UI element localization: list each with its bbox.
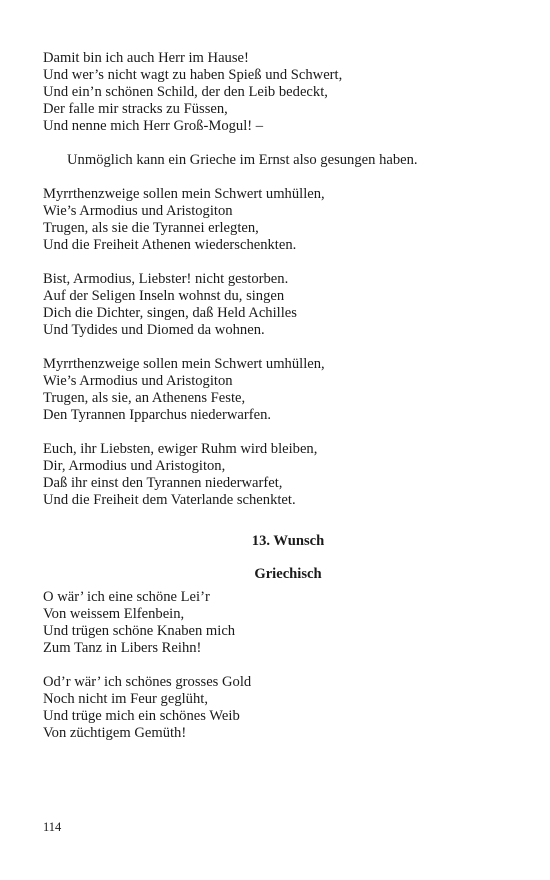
editorial-comment: Unmöglich kann ein Grieche im Ernst also gesungen haben. xyxy=(67,152,418,168)
stanza-7 xyxy=(43,674,513,742)
verse-line: Und trüge mich ein schönes Weib xyxy=(43,708,240,724)
verse-line: Damit bin ich auch Herr im Hause! xyxy=(43,50,249,66)
verse-line: Wie’s Armodius und Aristogiton xyxy=(43,203,233,219)
verse-line: Den Tyrannen Ipparchus niederwarfen. xyxy=(43,407,272,423)
verse-line: Myrrthenzweige sollen mein Schwert umhüllen, xyxy=(43,186,325,202)
verse-line: O wär’ ich eine schöne Lei’r xyxy=(43,589,210,605)
verse-line: Von züchtigem Gemüth! xyxy=(43,725,187,741)
verse-line: Und wer’s nicht wagt zu haben Spieß und Schwert, xyxy=(43,67,343,83)
section-title: 13. Wunsch xyxy=(251,533,325,549)
verse-line: Euch, ihr Liebsten, ewiger Ruhm wird bleiben, xyxy=(43,441,318,457)
verse-line: Zum Tanz in Libers Reihn! xyxy=(43,640,202,656)
verse-line: Und die Freiheit dem Vaterlande schenktet. xyxy=(43,492,296,508)
verse-line: Wie’s Armodius und Aristogiton xyxy=(43,373,233,389)
verse-line: Und trügen schöne Knaben mich xyxy=(43,623,236,639)
page-body xyxy=(43,50,513,742)
section-subtitle: Griechisch xyxy=(254,566,322,582)
verse-line: Bist, Armodius, Liebster! nicht gestorben. xyxy=(43,271,289,287)
verse-line: Myrrthenzweige sollen mein Schwert umhüllen, xyxy=(43,356,325,372)
verse-line: Der falle mir stracks zu Füssen, xyxy=(43,101,228,117)
verse-line: Trugen, als sie die Tyrannei erlegten, xyxy=(43,220,259,236)
stanza-5 xyxy=(43,441,513,509)
page-number: 114 xyxy=(43,820,62,834)
stanza-1 xyxy=(43,50,513,135)
verse-line: Dich die Dichter, singen, daß Held Achilles xyxy=(43,305,297,321)
verse-line: Und die Freiheit Athenen wiederschenkten. xyxy=(43,237,297,253)
verse-line: Und Tydides und Diomed da wohnen. xyxy=(43,322,265,338)
stanza-6 xyxy=(43,589,513,657)
stanza-2 xyxy=(43,186,513,254)
stanza-3 xyxy=(43,271,513,339)
verse-line: Von weissem Elfenbein, xyxy=(43,606,185,622)
verse-line: Auf der Seligen Inseln wohnst du, singen xyxy=(43,288,285,304)
verse-line: Od’r wär’ ich schönes grosses Gold xyxy=(43,674,252,690)
stanza-4 xyxy=(43,356,513,424)
verse-line: Noch nicht im Feur geglüht, xyxy=(43,691,208,707)
verse-line: Dir, Armodius und Aristogiton, xyxy=(43,458,226,474)
verse-line: Daß ihr einst den Tyrannen niederwarfet, xyxy=(43,475,283,491)
verse-line: Trugen, als sie, an Athenens Feste, xyxy=(43,390,246,406)
verse-line: Und nenne mich Herr Groß-Mogul! – xyxy=(43,118,264,134)
verse-line: Und ein’n schönen Schild, der den Leib bedeckt, xyxy=(43,84,328,100)
